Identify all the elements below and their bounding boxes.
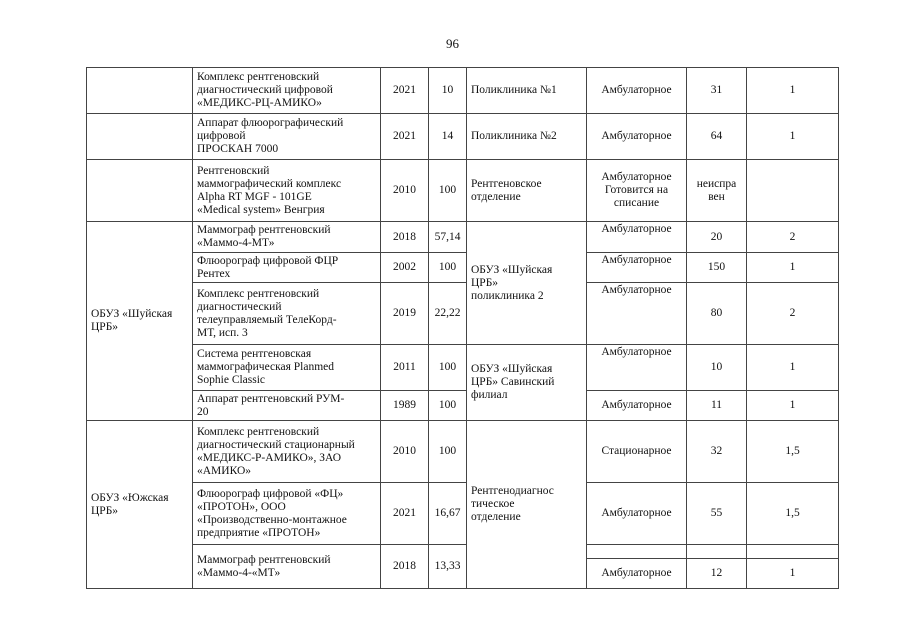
unit-cell: Поликлиника №1: [467, 68, 587, 114]
table-row: [87, 391, 839, 421]
table-row: [87, 283, 839, 345]
shifts-cell-empty: [747, 545, 839, 559]
type-cell: Амбулаторное: [587, 483, 687, 545]
load-cell: 55: [687, 483, 747, 545]
shifts-cell: 1: [747, 68, 839, 114]
load-cell: 80: [687, 283, 747, 345]
equipment-cell: Флюорограф цифровой ФЦР Рентех: [193, 253, 381, 283]
type-cell: Амбулаторное: [587, 68, 687, 114]
page-number: 96: [446, 36, 459, 51]
equipment-cell: Рентгеновский маммографический комплекс Alpha RT MGF - 101GE «Medical system» Венгрия: [193, 160, 381, 222]
year-cell: 2019: [381, 283, 429, 345]
unit-cell: Рентгеновское отделение: [467, 160, 587, 222]
table-row: [87, 114, 839, 160]
equipment-cell: Комплекс рентгеновский диагностический телеуправляемый ТелеКорд- МТ, исп. 3: [193, 283, 381, 345]
load-cell: 20: [687, 222, 747, 253]
table-row: [87, 545, 839, 559]
type-cell: Стационарное: [587, 421, 687, 483]
year-cell: 2021: [381, 68, 429, 114]
equipment-cell: Аппарат рентгеновский РУМ- 20: [193, 391, 381, 421]
wear-cell: 100: [429, 160, 467, 222]
org-cell: [87, 160, 193, 222]
wear-cell: 57,14: [429, 222, 467, 253]
type-cell: Амбулаторное: [587, 253, 687, 283]
equipment-cell: Маммограф рентгеновский «Маммо-4-МТ»: [193, 222, 381, 253]
shifts-cell: 1,5: [747, 483, 839, 545]
wear-cell: 100: [429, 391, 467, 421]
table-row: [87, 483, 839, 545]
wear-cell: 14: [429, 114, 467, 160]
year-cell: 2002: [381, 253, 429, 283]
wear-cell: 100: [429, 421, 467, 483]
unit-cell: Рентгенодиагнос тическое отделение: [467, 421, 587, 589]
equipment-cell: Комплекс рентгеновский диагностический цифровой «МЕДИКС-РЦ-АМИКО»: [193, 68, 381, 114]
shifts-cell: 1: [747, 253, 839, 283]
shifts-cell: [747, 160, 839, 222]
year-cell: 2010: [381, 421, 429, 483]
wear-cell: 13,33: [429, 545, 467, 589]
load-cell: 32: [687, 421, 747, 483]
load-cell-empty: [687, 545, 747, 559]
shifts-cell: 1,5: [747, 421, 839, 483]
load-cell: 11: [687, 391, 747, 421]
wear-cell: 10: [429, 68, 467, 114]
table-row: [87, 253, 839, 283]
equipment-cell: Система рентгеновская маммографическая Planmed Sophie Classic: [193, 345, 381, 391]
type-cell: Амбулаторное: [587, 283, 687, 345]
wear-cell: 22,22: [429, 283, 467, 345]
load-cell: 64: [687, 114, 747, 160]
wear-cell: 100: [429, 253, 467, 283]
shifts-cell: 1: [747, 345, 839, 391]
load-cell: 150: [687, 253, 747, 283]
org-cell: ОБУЗ «Южская ЦРБ»: [87, 421, 193, 589]
shifts-cell: 2: [747, 283, 839, 345]
shifts-cell: 1: [747, 114, 839, 160]
year-cell: 2021: [381, 483, 429, 545]
load-cell: 10: [687, 345, 747, 391]
load-cell: 12: [687, 559, 747, 589]
wear-cell: 16,67: [429, 483, 467, 545]
equipment-cell: Комплекс рентгеновский диагностический стационарный «МЕДИКС-Р-АМИКО», ЗАО «АМИКО»: [193, 421, 381, 483]
type-cell: Амбулаторное: [587, 391, 687, 421]
year-cell: 2018: [381, 222, 429, 253]
year-cell: 2011: [381, 345, 429, 391]
type-cell: Амбулаторное: [587, 222, 687, 253]
unit-cell: Поликлиника №2: [467, 114, 587, 160]
year-cell: 2018: [381, 545, 429, 589]
unit-cell: ОБУЗ «Шуйская ЦРБ» поликлиника 2: [467, 222, 587, 345]
type-cell: Амбулаторное: [587, 345, 687, 391]
load-cell: 31: [687, 68, 747, 114]
type-cell-empty: [587, 545, 687, 559]
type-cell: Амбулаторное: [587, 559, 687, 589]
load-cell: неиспра вен: [687, 160, 747, 222]
year-cell: 2021: [381, 114, 429, 160]
shifts-cell: 1: [747, 391, 839, 421]
table-row: [87, 345, 839, 391]
shifts-cell: 1: [747, 559, 839, 589]
unit-cell: ОБУЗ «Шуйская ЦРБ» Савинский филиал: [467, 345, 587, 421]
wear-cell: 100: [429, 345, 467, 391]
equipment-cell: Аппарат флюорографический цифровой ПРОСКАН 7000: [193, 114, 381, 160]
org-cell: [87, 68, 193, 114]
org-cell: [87, 114, 193, 160]
equipment-cell: Маммограф рентгеновский «Маммо-4-«МТ»: [193, 545, 381, 589]
org-cell: ОБУЗ «Шуйская ЦРБ»: [87, 222, 193, 421]
equipment-cell: Флюорограф цифровой «ФЦ» «ПРОТОН», ООО «Производственно-монтажное предприятие «ПРОТОН»: [193, 483, 381, 545]
table-row: [87, 421, 839, 483]
year-cell: 2010: [381, 160, 429, 222]
table-row: [87, 222, 839, 253]
table-row: [87, 68, 839, 114]
type-cell: Амбулаторное: [587, 114, 687, 160]
type-cell: Амбулаторное Готовится на списание: [587, 160, 687, 222]
shifts-cell: 2: [747, 222, 839, 253]
table-row: [87, 160, 839, 222]
equipment-table: [86, 67, 839, 589]
year-cell: 1989: [381, 391, 429, 421]
